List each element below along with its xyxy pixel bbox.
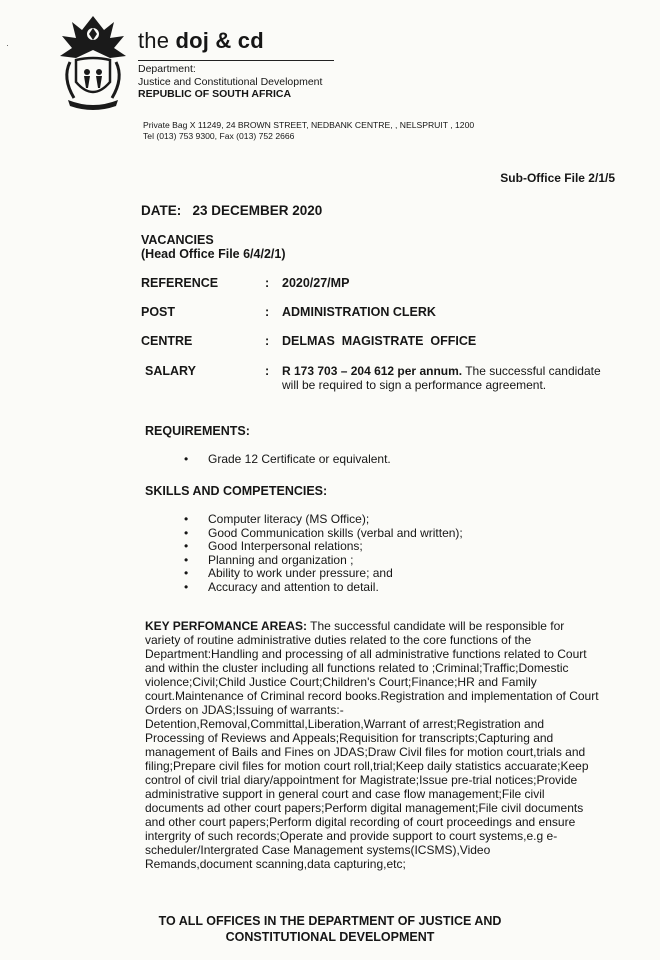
centre-value: DELMAS MAGISTRATE OFFICE — [282, 334, 477, 348]
brand-doj: doj — [175, 28, 210, 53]
list-item: • Good Communication skills (verbal and written); — [180, 527, 463, 541]
footer-line-2: CONSTITUTIONAL DEVELOPMENT — [225, 930, 435, 944]
reference-value: 2020/27/MP — [282, 276, 350, 290]
address-block — [143, 120, 474, 142]
footer-line-1: TO ALL OFFICES IN THE DEPARTMENT OF JUSTICE AND — [158, 914, 502, 928]
department-block — [138, 63, 322, 101]
list-item: • Good Interpersonal relations; — [180, 540, 463, 554]
scan-speck: · — [6, 40, 9, 50]
centre-label: CENTRE — [141, 334, 193, 348]
requirements-heading: REQUIREMENTS: — [145, 424, 250, 438]
vacancies-title: VACANCIES — [141, 233, 214, 247]
header-divider — [138, 60, 334, 61]
kpa-body: The successful candidate will be responsible for variety of routine administrative duties related to the core functions of the Department:Handling and processing of all administrative functions related to Court and within the cluster including all functions related to ;Criminal;Traffic;Domestic violence;Civil;Child Justice Court;Children's Court;Finance;HR and Family court.Maintenance of Criminal record books.Registration and implementation of Court Orders on JDAS;Issuing of warrants:-Detention,Removal,Committal,Liberation,Warrant of arrest;Registration and Processing of Reviews and Appeals;Requisition for transcripts;Capturing and management of Bails and Fines on JDAS;Draw Civil files for motion court,trials and filing;Prepare civil files for motion court roll,trial;Keep daily statistics accuarate;Keep control of civil trial diary/appointment for Magistrate;Issue pre-trial notices;Provide administrative support in general court and case flow management;File civil documents ad other court papers;Perform digital management;File civil documents and other court papers;Perform digital recording of court proceedings and ensure intergrity of such records;Operate and provide support to court systems,e.g e-scheduler/Intergrated Case Management systems(ICSMS),Video Remands,document scanning,data capturing,etc; — [145, 619, 599, 871]
salary-colon: : — [265, 364, 270, 378]
sub-office-file: Sub-Office File 2/1/5 — [500, 171, 615, 185]
post-value: ADMINISTRATION CLERK — [282, 305, 436, 319]
list-item: • Ability to work under pressure; and — [180, 567, 463, 581]
reference-colon: : — [265, 276, 270, 290]
postal-address: Private Bag X 11249, 24 BROWN STREET, NEDBANK CENTRE, , NELSPRUIT , 1200 — [143, 120, 475, 130]
document-date: DATE: 23 DECEMBER 2020 — [141, 203, 323, 218]
list-item: • Computer literacy (MS Office); — [180, 513, 463, 527]
footer-notice — [100, 913, 560, 945]
brand-name — [138, 28, 264, 54]
country-name: REPUBLIC OF SOUTH AFRICA — [138, 88, 292, 100]
skills-heading: SKILLS AND COMPETENCIES: — [145, 484, 328, 498]
post-label: POST — [141, 305, 176, 319]
department-label: Department: — [138, 63, 196, 75]
salary-value — [282, 364, 612, 392]
skills-list — [180, 513, 463, 594]
salary-amount: R 173 703 – 204 612 per annum. — [282, 364, 463, 378]
list-item: • Planning and organization ; — [180, 554, 463, 568]
brand-cd: & cd — [209, 28, 264, 53]
vacancies-heading — [141, 233, 286, 261]
head-office-file: (Head Office File 6/4/2/1) — [141, 247, 286, 261]
key-performance-areas — [145, 619, 600, 871]
salary-label: SALARY — [145, 364, 196, 378]
requirements-list — [180, 453, 391, 467]
list-item: • Accuracy and attention to detail. — [180, 581, 463, 595]
list-item: • Grade 12 Certificate or equivalent. — [180, 453, 391, 467]
kpa-title: KEY PERFOMANCE AREAS: — [145, 619, 308, 633]
reference-label: REFERENCE — [141, 276, 219, 290]
brand-prefix: the — [138, 28, 176, 53]
post-colon: : — [265, 305, 270, 319]
centre-colon: : — [265, 334, 270, 348]
phone-fax: Tel (013) 753 9300, Fax (013) 752 2666 — [143, 131, 295, 141]
coat-of-arms-logo — [52, 12, 134, 112]
salary-note: The successful candidate will be required to sign a performance agreement. — [282, 364, 601, 392]
department-name: Justice and Constitutional Development — [138, 75, 323, 88]
